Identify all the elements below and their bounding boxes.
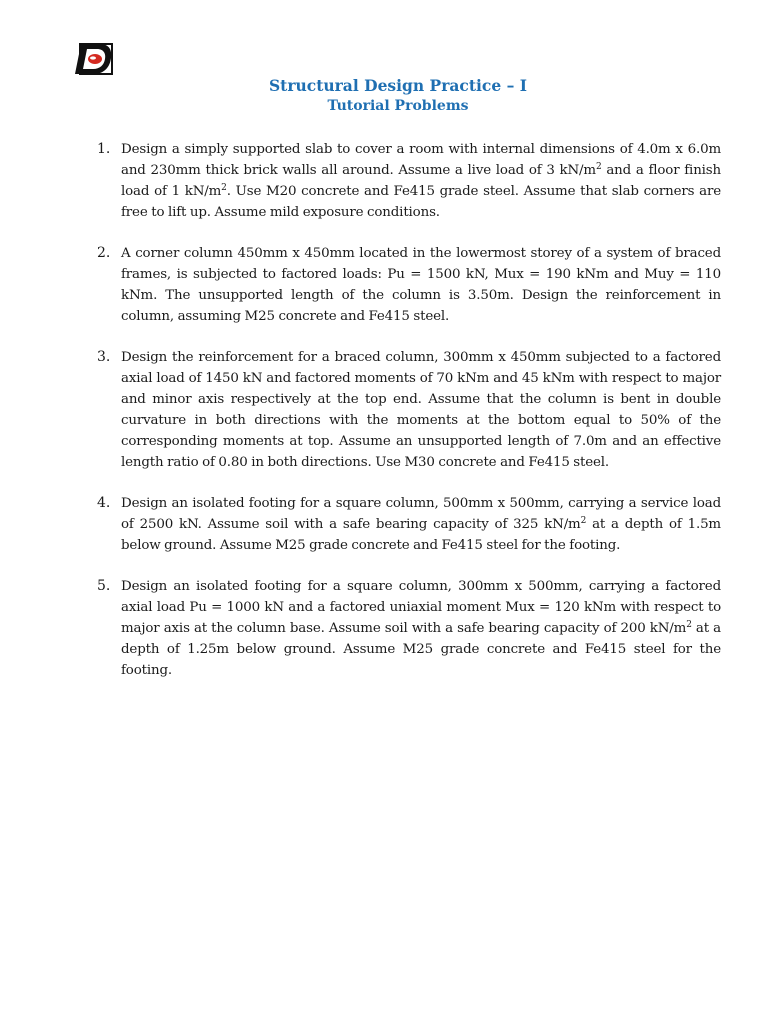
superscript: 2 [595, 162, 602, 172]
problem-number: 3. [97, 349, 111, 365]
problem-text: Design the reinforcement for a braced column, 300mm x 450mm subjected to a factored axial load of 1450 kN and factored moments of 70 kNm and 45 kNm with respect to major and minor axis respectively at the top end. Assume that the column is bent in double curvature in both directions with the moments at the bottom equal to 50% of the corresponding moments at top. Assume an unsupported length of 7.0m and an effective length ratio of 0.80 in both directions. Use M30 concrete and Fe415 steel. [121, 350, 721, 470]
document-subtitle: Tutorial Problems [327, 98, 469, 114]
problem-item [0, 576, 768, 681]
superscript: 2 [686, 620, 692, 630]
problem-item [0, 493, 768, 556]
problem-text: A corner column 450mm x 450mm located in the lowermost storey of a system of braced frames, is subjected to factored loads: Pu = 1500 kN, Mux = 190 kNm and Muy = 110 kNm. The unsupported length of the column is 3.50m. Design the reinforcement in column, assuming M25 concrete and Fe415 steel. [121, 246, 721, 324]
problem-text: Design an isolated footing for a square column, 500mm x 500mm, carrying a service load of 2500 kN. Assume soil with a safe bearing capacity of 325 $kN/m^2$ at a depth of 1.5m below ground. Assume M25 grade concrete and Fe415 steel for the footing. [121, 496, 721, 553]
problem-text: Design a simply supported slab to cover a room with internal dimensions of 4.0m x 6.0m and 230mm thick brick walls all around. Assume a live load of 3 $kN/m^2$ and a floor finish load of 1 $kN/m^2$. Use M20 concrete and Fe415 grade steel. Assume that slab corners are free to lift up. Assume mild exposure conditions. [121, 142, 721, 220]
problem-item [0, 243, 768, 327]
problem-number: 1. [97, 141, 111, 157]
title-block [0, 75, 768, 116]
document-title: Structural Design Practice – I [268, 76, 527, 95]
problem-text: Design an isolated footing for a square column, 300mm x 500mm, carrying a factored axial load Pu = 1000 kN and a factored uniaxial moment Mux = 120 kNm with respect to major axis at the column base. Assume soil with a safe bearing capacity of 200 $kN/m^2$ at a depth of 1.25m below ground. Assume M25 grade concrete and Fe415 steel for the footing. [121, 579, 721, 678]
problem-number: 4. [97, 495, 111, 511]
problem-number: 5. [97, 578, 111, 594]
institution-logo [74, 43, 114, 75]
problem-item [0, 139, 768, 223]
problem-list [0, 139, 768, 701]
problem-number: 2. [97, 245, 111, 261]
superscript: 2 [221, 183, 227, 193]
superscript: 2 [580, 516, 587, 526]
problem-item [0, 347, 768, 473]
